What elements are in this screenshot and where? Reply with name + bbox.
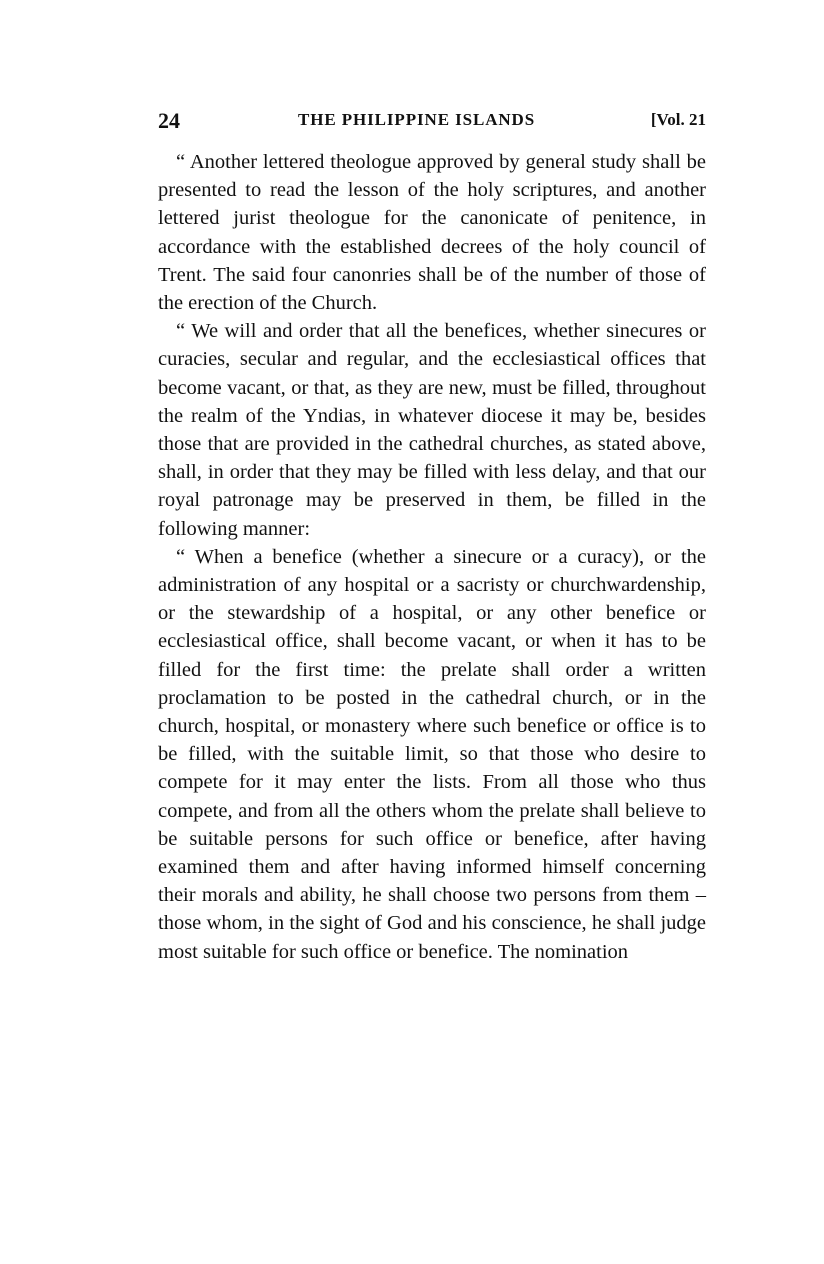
running-title: THE PHILIPPINE ISLANDS (298, 110, 536, 129)
page-number: 24 (158, 108, 180, 133)
volume-label: [Vol. 21 (650, 110, 706, 129)
page-header (158, 108, 706, 136)
body-text (158, 148, 706, 966)
paragraph-vacant-benefice: “ When a benefice (whether a sinecure or a curacy), or the administration of any hospital or a sacristy or churchwardenship, or the stewardship of a hospital, or any other benefice or ecclesiastical office, shall become vacant, or when it has to be filled for the first time: the prelate shall order a written proclamation to be posted in the cathedral church, or in the church, hospital, or monastery where such benefice or office is to be filled, with the suitable limit, so that those who desire to compete for it may enter the lists. From all those who thus compete, and from all the others whom the prelate shall believe to be suitable persons for such office or benefice, after having examined them and after having informed himself concerning their morals and ability, he shall choose two persons from them – those whom, in the sight of God and his conscience, he shall judge most suitable for such office or benefice. The nomination (158, 545, 706, 963)
paragraph-theologue: “ Another lettered theologue approved by general study shall be presented to read the lesson of the holy scriptures, and another lettered jurist theologue for the canonicate of penitence, in accordance with the established decrees of the holy council of Trent. The said four canonries shall be of the number of those of the erection of the Church. (158, 151, 706, 315)
paragraph-benefices-order: “ We will and order that all the benefices, whether sinecures or curacies, secular and regular, and the ecclesiastical offices that become vacant, or that, as they are new, must be filled, throughout the realm of the Yndias, in whatever diocese it may be, besides those that are provided in the cathedral churches, as stated above, shall, in order that they may be filled with less delay, and that our royal patronage may be preserved in them, be filled in the following manner: (158, 320, 706, 540)
